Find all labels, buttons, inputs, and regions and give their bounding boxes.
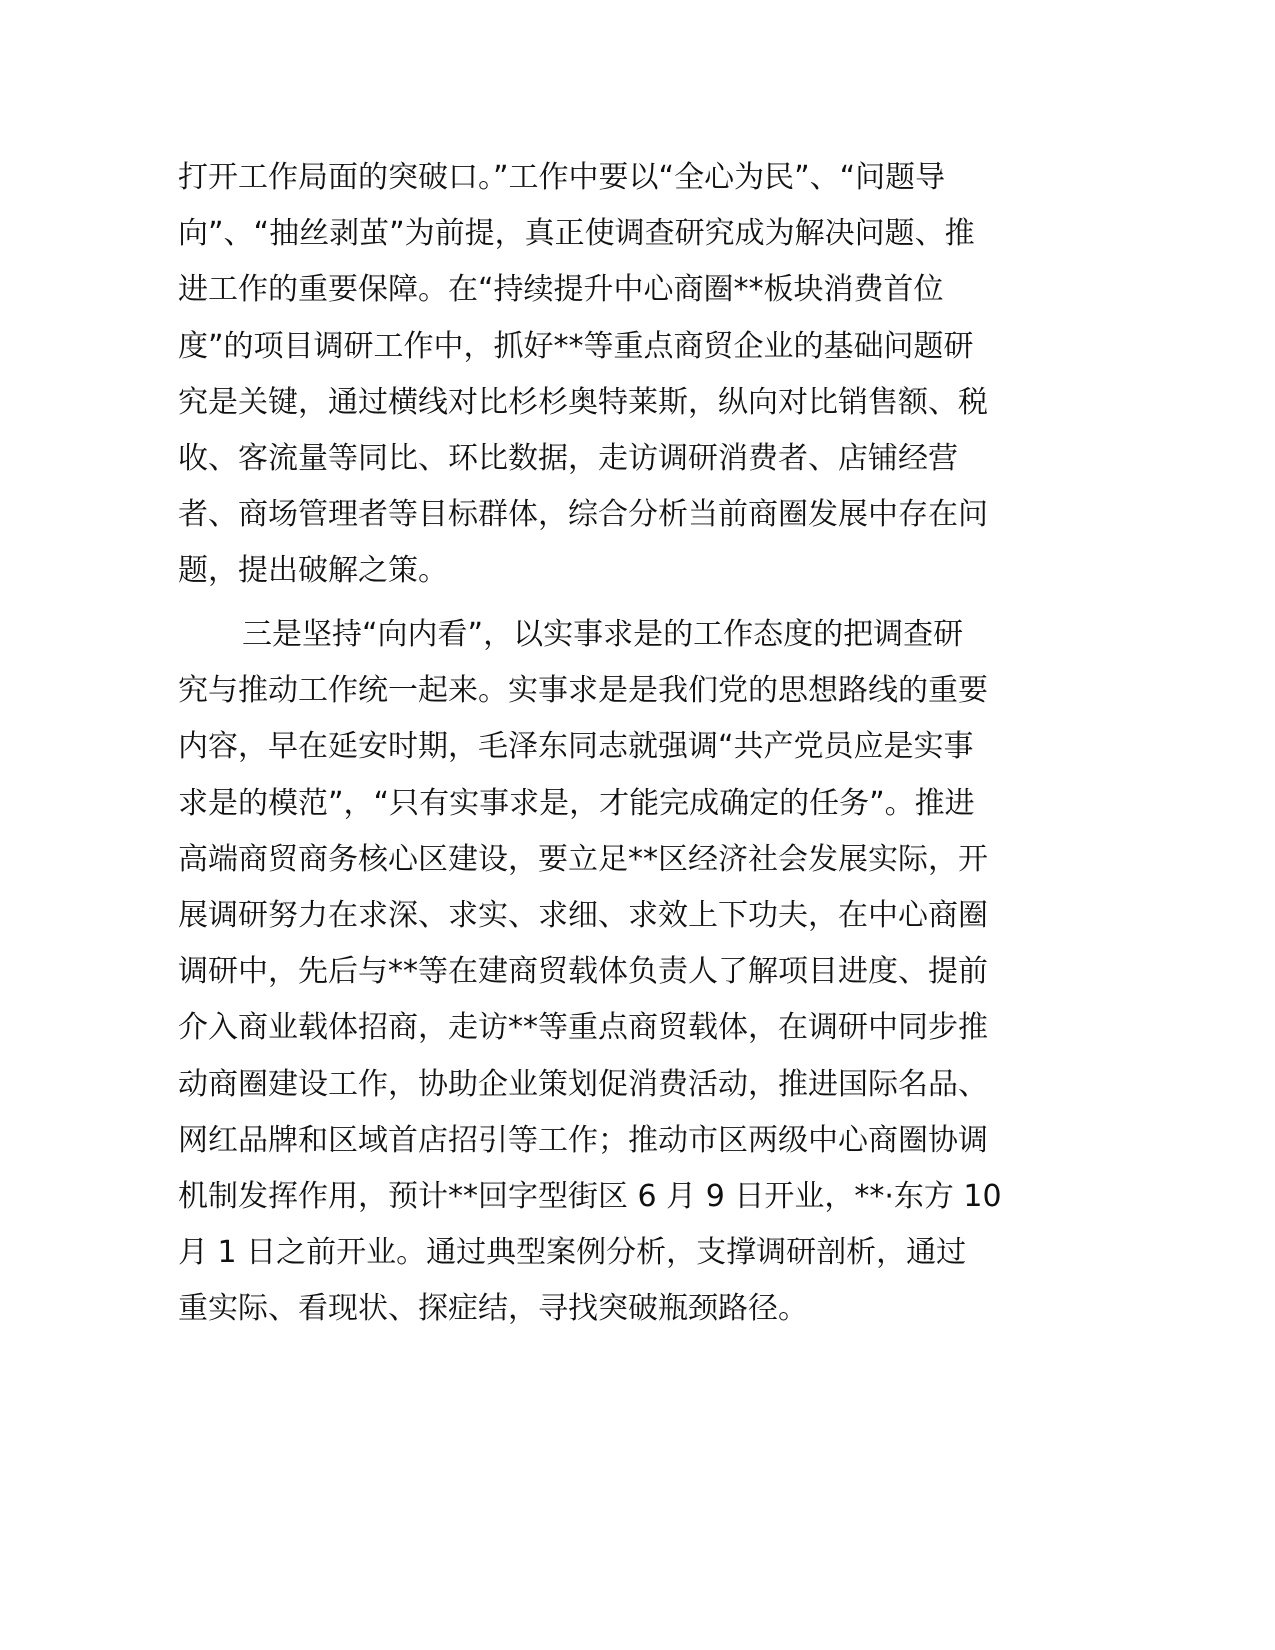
text-line: 究与推动工作统一起来。实事求是是我们党的思想路线的重要: [178, 673, 988, 709]
text-line: 高端商贸商务核心区建设，要立足**区经济社会发展实际，开: [178, 841, 988, 877]
text-line: 介入商业载体招商，走访**等重点商贸载体，在调研中同步推: [178, 1010, 988, 1046]
text-line: 调研中，先后与**等在建商贸载体负责人了解项目进度、提前: [178, 954, 988, 990]
text-line: 网红品牌和区域首店招引等工作；推动市区两级中心商圈协调: [178, 1122, 988, 1158]
paragraph-continuation: [178, 150, 1038, 600]
text-line: 向”、“抽丝剥茧”为前提，真正使调查研究成为解决问题、推: [178, 216, 975, 252]
text-line: 展调研努力在求深、求实、求细、求效上下功夫，在中心商圈: [178, 897, 988, 933]
text-line: 者、商场管理者等目标群体，综合分析当前商圈发展中存在问: [178, 497, 988, 533]
text-line: 动商圈建设工作，协助企业策划促消费活动，推进国际名品、: [178, 1066, 988, 1102]
text-line: 打开工作局面的突破口。”工作中要以“全心为民”、“问题导: [178, 160, 946, 195]
text-line: 内容，早在延安时期，毛泽东同志就强调“共产党员应是实事: [178, 729, 974, 765]
text-line: 重实际、看现状、探症结，寻找突破瓶颈路径。: [178, 1291, 808, 1327]
text-line: 月 1 日之前开业。通过典型案例分析，支撑调研剖析，通过: [178, 1235, 967, 1271]
text-line: 求是的模范”，“只有实事求是，才能完成确定的任务”。推进: [178, 785, 975, 821]
text-line: 三是坚持“向内看”，以实事求是的工作态度的把调查研: [242, 617, 964, 652]
text-line: 机制发挥作用，预计**回字型街区 6 月 9 日开业，**·东方 10: [178, 1178, 1002, 1214]
text-line: 究是关键，通过横线对比杉杉奥特莱斯，纵向对比销售额、税: [178, 384, 988, 420]
paragraph-third-point: [178, 607, 1038, 1337]
text-line: 度”的项目调研工作中，抓好**等重点商贸企业的基础问题研: [178, 328, 974, 364]
text-line: 进工作的重要保障。在“持续提升中心商圈**板块消费首位: [178, 272, 944, 308]
text-line: 题，提出破解之策。: [178, 553, 448, 589]
text-line: 收、客流量等同比、环比数据，走访调研消费者、店铺经营: [178, 440, 958, 476]
